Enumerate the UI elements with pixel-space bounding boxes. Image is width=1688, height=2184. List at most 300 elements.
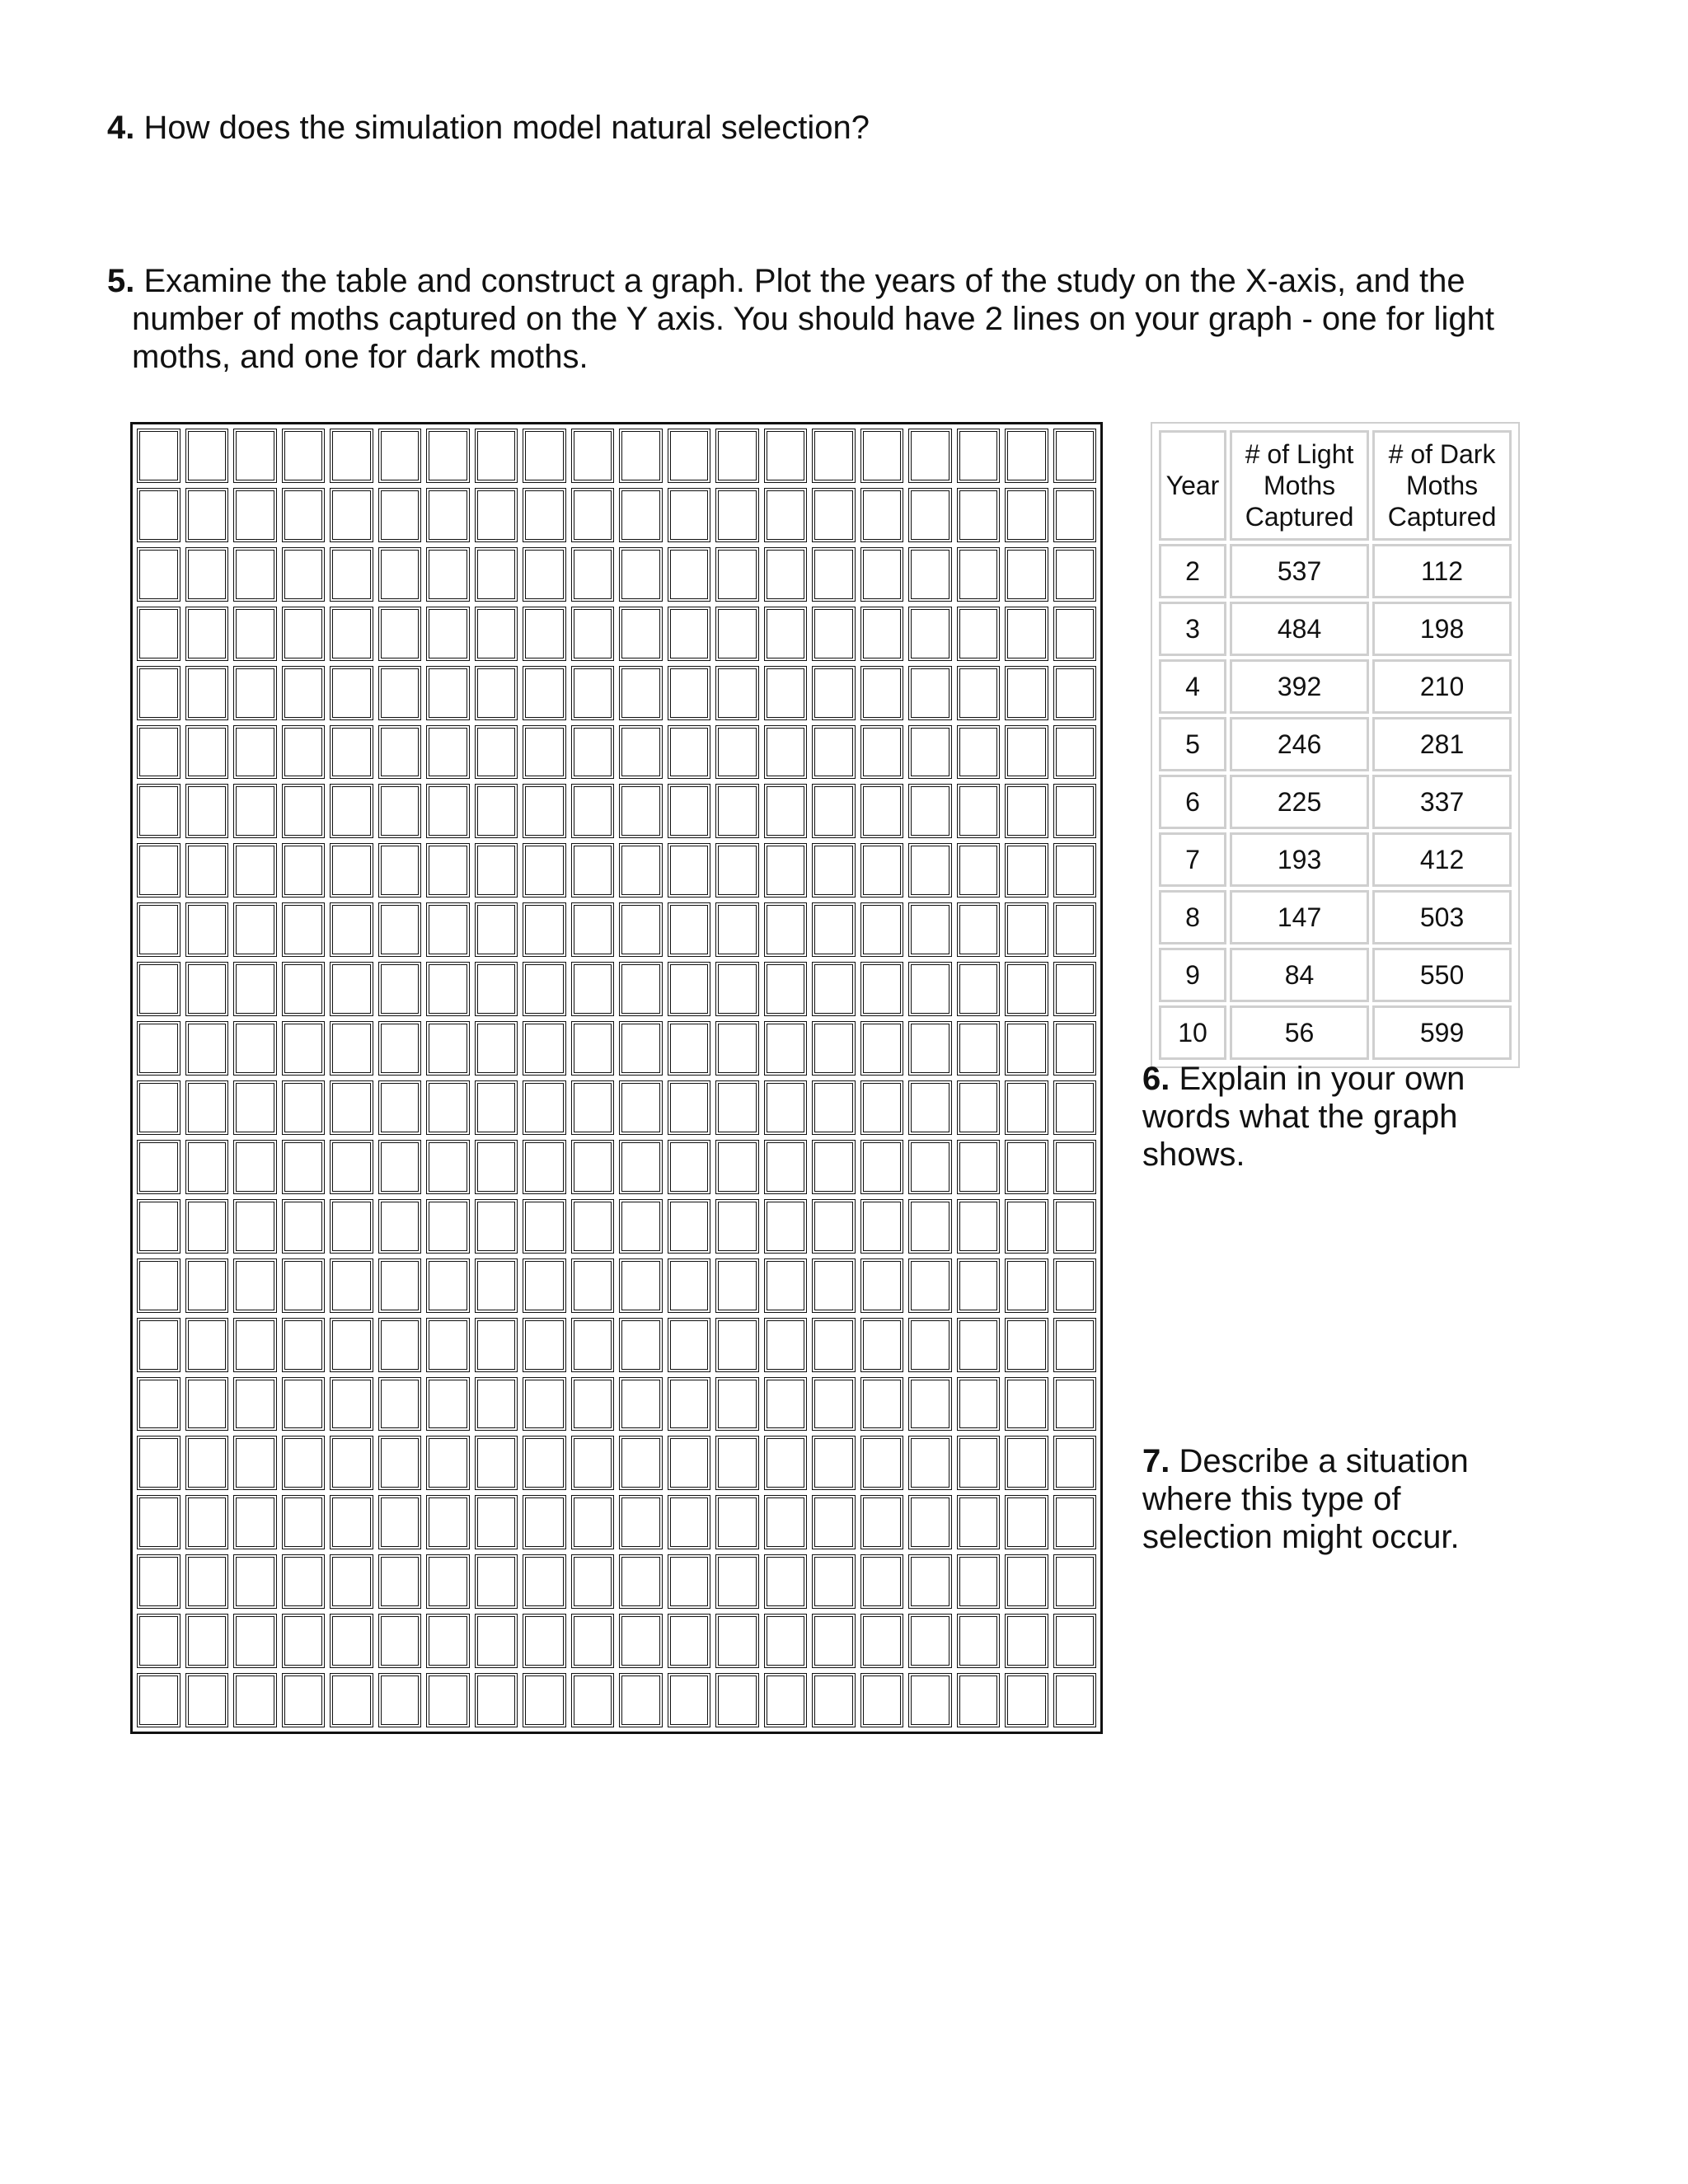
graph-cell	[812, 1554, 856, 1609]
graph-cell	[1005, 784, 1048, 838]
graph-cell	[523, 1673, 566, 1727]
cell-light: 193	[1230, 832, 1369, 887]
header-light-moths: # of Light Moths Captured	[1230, 430, 1369, 541]
graph-cell	[475, 488, 518, 542]
graph-cell	[957, 607, 1001, 661]
graph-cell	[233, 1021, 277, 1076]
graph-cell	[860, 488, 904, 542]
graph-cell	[668, 1673, 711, 1727]
graph-cell	[957, 843, 1001, 898]
graph-cell	[715, 784, 759, 838]
graph-cell	[860, 1614, 904, 1668]
graph-cell	[764, 607, 808, 661]
graph-cell	[715, 1436, 759, 1490]
graph-cell	[571, 607, 615, 661]
cell-year: 10	[1159, 1005, 1226, 1060]
graph-cell	[1053, 1554, 1097, 1609]
graph-cell	[764, 488, 808, 542]
graph-cell	[233, 784, 277, 838]
graph-cell	[282, 962, 326, 1016]
graph-cell	[330, 1318, 373, 1372]
graph-cell	[860, 607, 904, 661]
graph-cell	[668, 666, 711, 720]
graph-cell	[523, 1258, 566, 1313]
graph-cell	[908, 1080, 952, 1135]
graph-cell	[426, 962, 470, 1016]
graph-cell	[330, 607, 373, 661]
graph-cell	[426, 1377, 470, 1432]
graph-cell	[860, 1318, 904, 1372]
graph-cell	[571, 547, 615, 602]
graph-cell	[715, 429, 759, 483]
table-row	[1159, 890, 1512, 944]
graph-cell	[812, 1318, 856, 1372]
graph-cell	[378, 1495, 422, 1549]
graph-cell	[860, 429, 904, 483]
graph-cell	[426, 1495, 470, 1549]
graph-cell	[475, 1495, 518, 1549]
graph-cell	[571, 1436, 615, 1490]
graph-cell	[426, 1021, 470, 1076]
graph-cell	[715, 1495, 759, 1549]
question-4-number: 4.	[107, 110, 135, 146]
graph-cell	[475, 666, 518, 720]
graph-cell	[137, 429, 181, 483]
graph-cell	[475, 1377, 518, 1432]
graph-cell	[812, 1021, 856, 1076]
graph-cell	[330, 1199, 373, 1254]
graph-cell	[233, 1318, 277, 1372]
graph-cell	[619, 1199, 663, 1254]
graph-cell	[715, 1554, 759, 1609]
graph-cell	[426, 547, 470, 602]
graph-cell	[812, 962, 856, 1016]
graph-cell	[668, 1436, 711, 1490]
graph-cell	[812, 1199, 856, 1254]
moth-data-table	[1156, 427, 1515, 1063]
graph-cell	[282, 607, 326, 661]
graph-cell	[475, 607, 518, 661]
graph-cell	[957, 1140, 1001, 1194]
graph-cell	[860, 1554, 904, 1609]
graph-cell	[908, 547, 952, 602]
graph-cell	[426, 666, 470, 720]
graph-cell	[619, 1614, 663, 1668]
graph-cell	[523, 784, 566, 838]
graph-cell	[378, 725, 422, 780]
graph-cell	[1053, 962, 1097, 1016]
graph-cell	[426, 1199, 470, 1254]
cell-dark: 599	[1372, 1005, 1512, 1060]
graph-cell	[908, 962, 952, 1016]
graph-cell	[715, 902, 759, 957]
cell-dark: 198	[1372, 602, 1512, 656]
graph-cell	[908, 1258, 952, 1313]
moth-data-table-frame	[1151, 422, 1520, 1068]
graph-cell	[378, 1140, 422, 1194]
graph-cell	[185, 1080, 229, 1135]
graph-cell	[668, 1199, 711, 1254]
graph-cell	[1053, 1436, 1097, 1490]
graph-cell	[908, 1436, 952, 1490]
graph-cell	[330, 902, 373, 957]
graph-cell	[812, 607, 856, 661]
graph-cell	[233, 488, 277, 542]
graph-cell	[764, 1140, 808, 1194]
graph-cell	[812, 1673, 856, 1727]
graph-cell	[378, 1021, 422, 1076]
graph-cell	[619, 962, 663, 1016]
graph-cell	[185, 1199, 229, 1254]
graph-cell	[619, 784, 663, 838]
graph-cell	[330, 962, 373, 1016]
graph-cell	[908, 1554, 952, 1609]
graph-cell	[812, 784, 856, 838]
graph-cell	[137, 666, 181, 720]
graph-cell	[668, 902, 711, 957]
graph-cell	[137, 1140, 181, 1194]
graph-cell	[571, 1199, 615, 1254]
graph-cell	[571, 1140, 615, 1194]
graph-cell	[378, 843, 422, 898]
table-header-row	[1159, 430, 1512, 541]
graph-cell	[812, 1377, 856, 1432]
graph-cell	[764, 1554, 808, 1609]
graph-cell	[957, 1258, 1001, 1313]
graph-cell	[764, 1377, 808, 1432]
cell-year: 6	[1159, 775, 1226, 829]
graph-cell	[908, 1021, 952, 1076]
graph-cell	[715, 1021, 759, 1076]
graph-cell	[523, 1318, 566, 1372]
graph-cell	[908, 1318, 952, 1372]
graph-cell	[668, 725, 711, 780]
graph-cell	[137, 1495, 181, 1549]
graph-cell	[1053, 1495, 1097, 1549]
graph-cell	[860, 725, 904, 780]
table-row	[1159, 659, 1512, 714]
graph-cell	[571, 1495, 615, 1549]
graph-cell	[715, 1080, 759, 1135]
graph-cell	[282, 1436, 326, 1490]
table-row	[1159, 832, 1512, 887]
graph-cell	[908, 1140, 952, 1194]
graph-cell	[233, 429, 277, 483]
graph-cell	[619, 1673, 663, 1727]
graph-cell	[330, 547, 373, 602]
graph-cell	[668, 1021, 711, 1076]
graph-cell	[137, 547, 181, 602]
graph-cell	[137, 607, 181, 661]
graph-cell	[282, 843, 326, 898]
graph-cell	[860, 1080, 904, 1135]
graph-cell	[571, 488, 615, 542]
graph-cell	[378, 1377, 422, 1432]
graph-cell	[715, 1673, 759, 1727]
question-7-number: 7.	[1142, 1443, 1170, 1479]
graph-cell	[185, 902, 229, 957]
graph-cell	[1005, 1673, 1048, 1727]
graph-cell	[908, 843, 952, 898]
graph-cell	[764, 902, 808, 957]
graph-cell	[715, 1377, 759, 1432]
graph-cell	[137, 488, 181, 542]
graph-cell	[908, 607, 952, 661]
graph-cell	[330, 488, 373, 542]
graph-cell	[812, 666, 856, 720]
graph-cell	[475, 1258, 518, 1313]
graph-cell	[282, 1199, 326, 1254]
graph-cell	[137, 1080, 181, 1135]
graph-cell	[571, 725, 615, 780]
graph-cell	[330, 1377, 373, 1432]
graph-cell	[908, 1199, 952, 1254]
graph-cell	[619, 1258, 663, 1313]
question-7	[1142, 1442, 1538, 1556]
question-6	[1142, 1060, 1538, 1174]
graph-cell	[233, 1199, 277, 1254]
graph-cell	[908, 488, 952, 542]
graph-cell	[571, 784, 615, 838]
graph-cell	[571, 1318, 615, 1372]
graph-cell	[860, 1021, 904, 1076]
graph-cell	[957, 1021, 1001, 1076]
graph-cell	[668, 488, 711, 542]
graph-cell	[1005, 547, 1048, 602]
graph-cell	[957, 784, 1001, 838]
graph-cell	[426, 843, 470, 898]
graph-cell	[908, 1614, 952, 1668]
graph-cell	[1005, 1614, 1048, 1668]
graph-cell	[475, 1080, 518, 1135]
graph-cell	[571, 1258, 615, 1313]
graph-cell	[330, 666, 373, 720]
graph-cell	[475, 1199, 518, 1254]
graph-cell	[282, 1021, 326, 1076]
graph-cell	[764, 429, 808, 483]
graph-cell	[619, 666, 663, 720]
graph-cell	[619, 1436, 663, 1490]
graph-cell	[475, 1140, 518, 1194]
graph-cell	[185, 1140, 229, 1194]
graph-cell	[137, 1554, 181, 1609]
graph-cell	[185, 488, 229, 542]
graph-cell	[330, 1495, 373, 1549]
graph-cell	[426, 1140, 470, 1194]
graph-cell	[137, 902, 181, 957]
graph-cell	[668, 1080, 711, 1135]
graph-cell	[619, 1554, 663, 1609]
graph-cell	[812, 1140, 856, 1194]
graph-cell	[233, 1554, 277, 1609]
graph-cell	[426, 1673, 470, 1727]
graph-cell	[426, 1614, 470, 1668]
graph-cell	[1005, 1377, 1048, 1432]
graph-cell	[715, 1140, 759, 1194]
graph-paper	[130, 422, 1103, 1734]
graph-cell	[330, 1554, 373, 1609]
graph-cell	[908, 666, 952, 720]
graph-cell	[378, 1614, 422, 1668]
graph-cell	[860, 1495, 904, 1549]
graph-cell	[715, 1318, 759, 1372]
graph-cell	[715, 488, 759, 542]
graph-cell	[475, 1614, 518, 1668]
graph-cell	[233, 1673, 277, 1727]
graph-cell	[185, 1318, 229, 1372]
graph-cell	[378, 547, 422, 602]
graph-cell	[764, 666, 808, 720]
graph-cell	[282, 1318, 326, 1372]
graph-cell	[715, 607, 759, 661]
graph-cell	[860, 1377, 904, 1432]
graph-cell	[137, 784, 181, 838]
cell-dark: 503	[1372, 890, 1512, 944]
graph-cell	[668, 1614, 711, 1668]
graph-cell	[523, 1377, 566, 1432]
graph-cell	[619, 1318, 663, 1372]
table-row	[1159, 717, 1512, 771]
graph-cell	[523, 1436, 566, 1490]
graph-cell	[137, 1021, 181, 1076]
graph-cell	[1053, 1377, 1097, 1432]
graph-cell	[764, 1614, 808, 1668]
graph-cell	[378, 962, 422, 1016]
graph-cell	[715, 843, 759, 898]
graph-cell	[715, 1614, 759, 1668]
cell-year: 2	[1159, 544, 1226, 598]
graph-cell	[571, 843, 615, 898]
graph-cell	[1053, 547, 1097, 602]
graph-cell	[1005, 1199, 1048, 1254]
cell-light: 537	[1230, 544, 1369, 598]
graph-cell	[426, 1258, 470, 1313]
graph-cell	[233, 1495, 277, 1549]
graph-cell	[619, 1377, 663, 1432]
graph-cell	[426, 607, 470, 661]
graph-cell	[282, 547, 326, 602]
graph-cell	[812, 1258, 856, 1313]
graph-cell	[523, 1614, 566, 1668]
cell-light: 392	[1230, 659, 1369, 714]
graph-cell	[715, 1199, 759, 1254]
cell-light: 56	[1230, 1005, 1369, 1060]
graph-cell	[475, 962, 518, 1016]
graph-cell	[378, 607, 422, 661]
graph-cell	[1005, 488, 1048, 542]
graph-cell	[1005, 429, 1048, 483]
graph-cell	[233, 547, 277, 602]
graph-cell	[908, 1377, 952, 1432]
question-4	[107, 109, 1591, 147]
graph-cell	[137, 1436, 181, 1490]
table-row	[1159, 544, 1512, 598]
graph-cell	[668, 429, 711, 483]
graph-cell	[378, 1080, 422, 1135]
table-row	[1159, 602, 1512, 656]
question-7-text: Describe a situation where this type of selection might occur.	[1142, 1443, 1469, 1555]
graph-cell	[378, 1436, 422, 1490]
graph-cell	[185, 1614, 229, 1668]
graph-cell	[860, 1436, 904, 1490]
graph-cell	[523, 1080, 566, 1135]
cell-dark: 112	[1372, 544, 1512, 598]
graph-cell	[137, 962, 181, 1016]
graph-cell	[812, 1495, 856, 1549]
table-row	[1159, 948, 1512, 1002]
graph-cell	[1053, 784, 1097, 838]
graph-cell	[668, 962, 711, 1016]
graph-cell	[523, 843, 566, 898]
graph-cell	[233, 1258, 277, 1313]
graph-cell	[764, 1436, 808, 1490]
graph-cell	[1053, 1199, 1097, 1254]
graph-cell	[475, 1318, 518, 1372]
graph-cell	[619, 902, 663, 957]
graph-cell	[378, 1258, 422, 1313]
graph-cell	[523, 488, 566, 542]
graph-cell	[1005, 666, 1048, 720]
header-year: Year	[1159, 430, 1226, 541]
graph-cell	[764, 1199, 808, 1254]
graph-cell	[523, 1554, 566, 1609]
graph-cell	[282, 1140, 326, 1194]
graph-cell	[860, 962, 904, 1016]
graph-cell	[185, 666, 229, 720]
graph-cell	[1005, 1495, 1048, 1549]
graph-cell	[619, 488, 663, 542]
graph-cell	[233, 1436, 277, 1490]
graph-cell	[137, 1377, 181, 1432]
graph-cell	[185, 962, 229, 1016]
graph-cell	[812, 1614, 856, 1668]
graph-cell	[523, 1199, 566, 1254]
graph-cell	[1005, 1140, 1048, 1194]
graph-cell	[1005, 1080, 1048, 1135]
graph-cell	[475, 1021, 518, 1076]
cell-year: 9	[1159, 948, 1226, 1002]
graph-cell	[957, 1554, 1001, 1609]
graph-cell	[860, 843, 904, 898]
graph-cell	[378, 1318, 422, 1372]
graph-cell	[668, 1377, 711, 1432]
graph-cell	[668, 784, 711, 838]
graph-cell	[426, 1318, 470, 1372]
graph-cell	[137, 1614, 181, 1668]
graph-cell	[185, 843, 229, 898]
graph-cell	[1053, 1140, 1097, 1194]
cell-year: 3	[1159, 602, 1226, 656]
graph-cell	[860, 1258, 904, 1313]
graph-cell	[185, 784, 229, 838]
graph-cell	[860, 1199, 904, 1254]
graph-cell	[812, 488, 856, 542]
question-5-number: 5.	[107, 263, 135, 299]
question-6-text: Explain in your own words what the graph shows.	[1142, 1061, 1465, 1173]
graph-cell	[523, 962, 566, 1016]
cell-light: 246	[1230, 717, 1369, 771]
graph-cell	[475, 547, 518, 602]
graph-cell	[957, 1436, 1001, 1490]
graph-cell	[233, 607, 277, 661]
graph-cell	[233, 1614, 277, 1668]
graph-cell	[1005, 1021, 1048, 1076]
graph-cell	[668, 607, 711, 661]
graph-cell	[957, 1318, 1001, 1372]
graph-cell	[330, 784, 373, 838]
graph-cell	[908, 429, 952, 483]
graph-cell	[330, 1436, 373, 1490]
